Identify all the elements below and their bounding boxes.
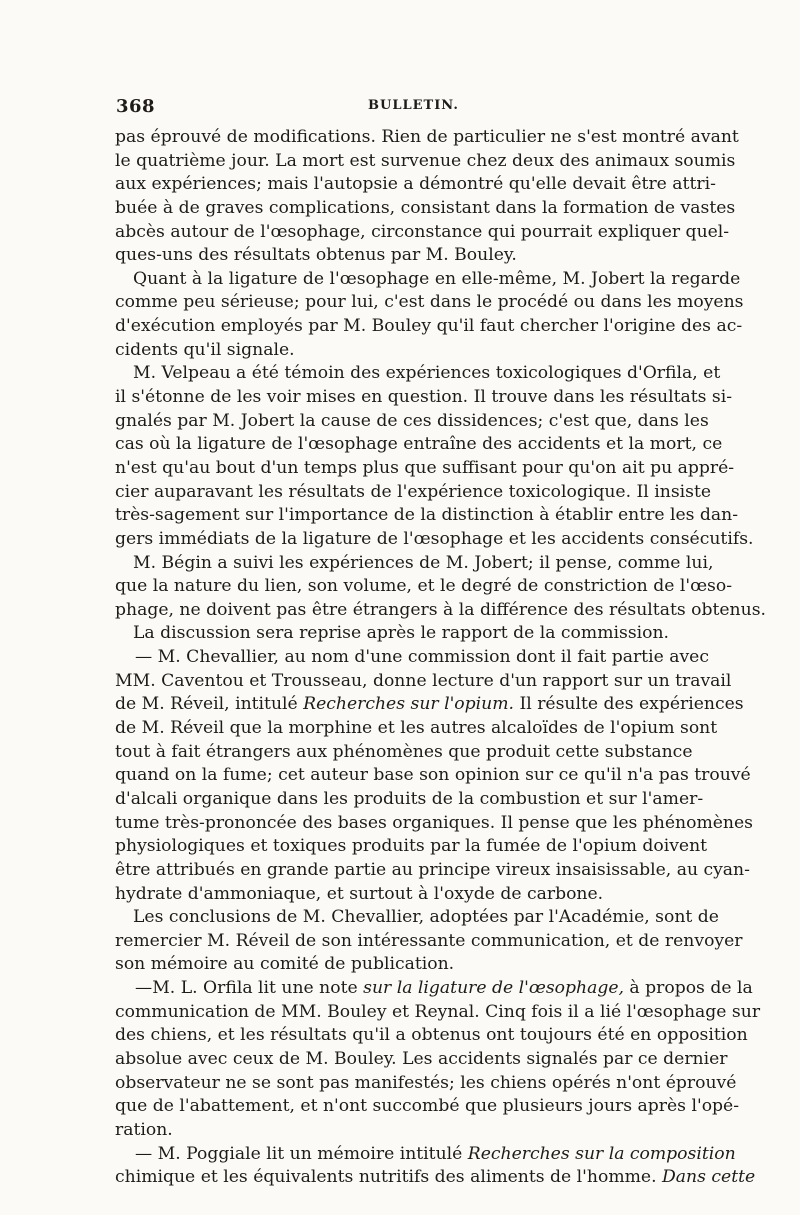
text-line: cas où la ligature de l'œsophage entraîne des accidents et la mort, ce (115, 434, 723, 455)
text-line: n'est qu'au bout d'un temps plus que suffisant pour qu'on ait pu appré- (115, 457, 735, 478)
text-line: être attribués en grande partie au principe vireux insaisissable, au cyan- (115, 859, 750, 880)
text-line: quand on la fume; cet auteur base son opinion sur ce qu'il n'a pas trouvé (115, 765, 751, 786)
text-line: phage, ne doivent pas être étrangers à la différence des résultats obtenus. (115, 599, 766, 620)
text-line: tume très-prononcée des bases organiques. Il pense que les phénomènes (115, 812, 753, 833)
italic-title: sur la ligature de l'œsophage, (363, 978, 624, 999)
text-line: M. Bégin a suivi les expériences de M. Jobert; il pense, comme lui, (133, 552, 714, 573)
text-line: observateur ne se sont pas manifestés; les chiens opérés n'ont éprouvé (115, 1072, 737, 1093)
text-line: —M. L. Orfila lit une note sur la ligature de l'œsophage, à propos de la (135, 978, 753, 999)
text-line: MM. Caventou et Trousseau, donne lecture d'un rapport sur un travail (115, 670, 732, 691)
page-header (116, 96, 688, 120)
text-line: M. Velpeau a été témoin des expériences toxicologiques d'Orfila, et (133, 363, 721, 384)
text-line: très-sagement sur l'importance de la distinction à établir entre les dan- (115, 505, 739, 526)
text-line: de M. Réveil que la morphine et les autres alcaloïdes de l'opium sont (115, 718, 718, 739)
text-line: cidents qu'il signale. (115, 339, 295, 360)
text-line: de M. Réveil, intitulé Recherches sur l'opium. Il résulte des expériences (115, 694, 744, 715)
running-title: BULLETIN. (368, 98, 459, 113)
text-line: cier auparavant les résultats de l'expérience toxicologique. Il insiste (115, 481, 712, 502)
text-line: communication de MM. Bouley et Reynal. Cinq fois il a lié l'œsophage sur (115, 1001, 761, 1022)
text-line: buée à de graves complications, consistant dans la formation de vastes (115, 197, 736, 218)
text-line: hydrate d'ammoniaque, et surtout à l'oxyde de carbone. (115, 883, 604, 904)
text-line: La discussion sera reprise après le rapport de la commission. (133, 623, 670, 644)
text-line: comme peu sérieuse; pour lui, c'est dans le procédé ou dans les moyens (115, 292, 744, 313)
text-line: aux expériences; mais l'autopsie a démontré qu'elle devait être attri- (115, 174, 716, 195)
text-line: des chiens, et les résultats qu'il a obtenus ont toujours été en opposition (115, 1025, 748, 1046)
body-text (115, 126, 766, 1190)
text-line: absolue avec ceux de M. Bouley. Les accidents signalés par ce dernier (115, 1048, 728, 1069)
text-line: abcès autour de l'œsophage, circonstance qui pourrait expliquer quel- (115, 221, 730, 242)
text-line: le quatrième jour. La mort est survenue chez deux des animaux soumis (115, 150, 736, 171)
text-line: chimique et les équivalents nutritifs des aliments de l'homme. Dans cette (115, 1167, 756, 1188)
text-line: Quant à la ligature de l'œsophage en elle-même, M. Jobert la regarde (133, 268, 741, 289)
text-line: — M. Poggiale lit un mémoire intitulé Recherches sur la composition (135, 1143, 736, 1164)
text-line: ques-uns des résultats obtenus par M. Bouley. (115, 245, 517, 266)
text-line: son mémoire au comité de publication. (115, 954, 455, 975)
text-line: gers immédiats de la ligature de l'œsophage et les accidents consécutifs. (115, 528, 754, 549)
italic-title: Dans cette (656, 1167, 756, 1188)
italic-title: Recherches sur l'opium. (303, 694, 514, 715)
page-number: 368 (116, 96, 156, 117)
text-line: d'alcali organique dans les produits de la combustion et sur l'amer- (115, 788, 704, 809)
text-line: que la nature du lien, son volume, et le degré de constriction de l'œso- (115, 576, 733, 597)
text-line: Les conclusions de M. Chevallier, adoptées par l'Académie, sont de (133, 907, 719, 928)
text-line: gnalés par M. Jobert la cause de ces dissidences; c'est que, dans les (115, 410, 709, 431)
text-line: il s'étonne de les voir mises en question. Il trouve dans les résultats si- (115, 387, 733, 408)
text-line: physiologiques et toxiques produits par la fumée de l'opium doivent (115, 836, 708, 857)
text-line: remercier M. Réveil de son intéressante communication, et de renvoyer (115, 930, 743, 951)
text-line: tout à fait étrangers aux phénomènes que produit cette substance (115, 741, 693, 762)
text-line: ration. (115, 1119, 173, 1140)
text-line: — M. Chevallier, au nom d'une commission dont il fait partie avec (135, 647, 709, 668)
text-line: pas éprouvé de modifications. Rien de particulier ne s'est montré avant (115, 127, 739, 147)
italic-title: Recherches sur la composition (467, 1143, 736, 1164)
text-line: d'exécution employés par M. Bouley qu'il faut chercher l'origine des ac- (115, 316, 743, 337)
text-line: que de l'abattement, et n'ont succombé que plusieurs jours après l'opé- (115, 1096, 740, 1117)
